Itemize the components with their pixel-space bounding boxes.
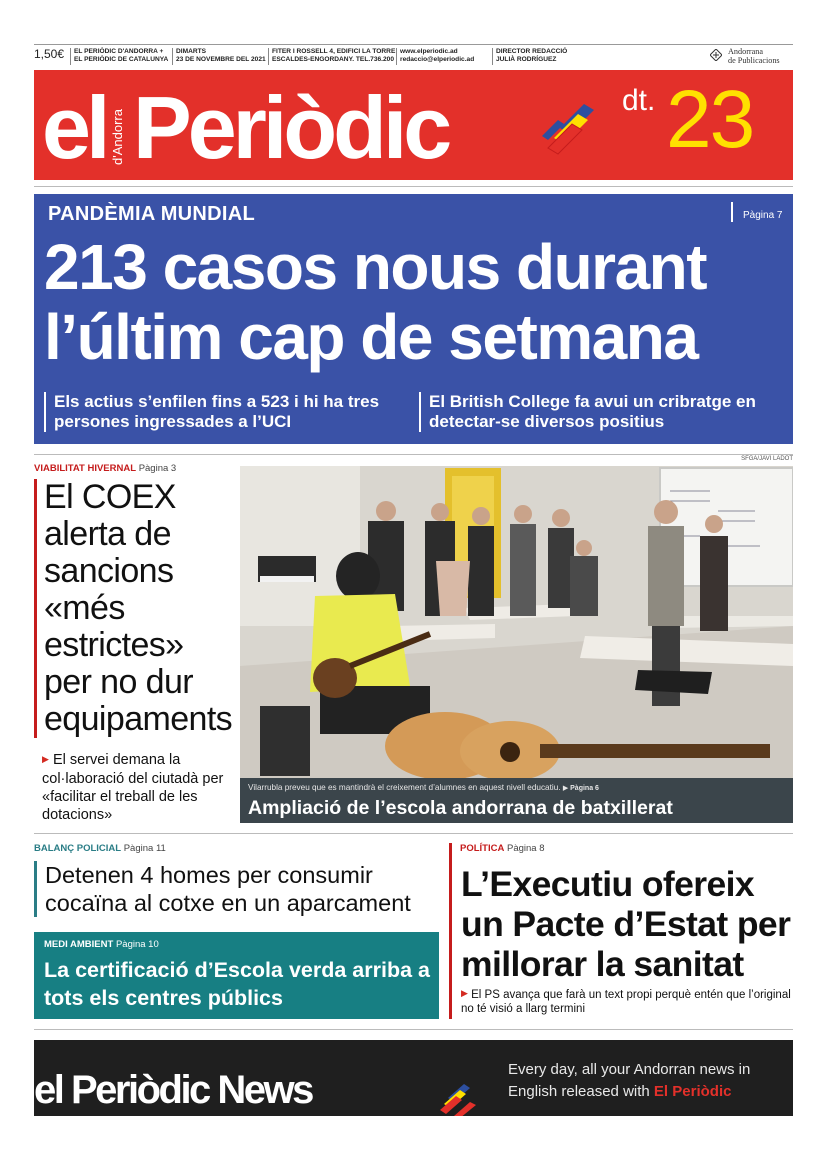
- environment-section-label: MEDI AMBIENT Pàgina 10: [44, 939, 159, 950]
- classroom-photo[interactable]: [240, 466, 793, 778]
- police-section-label: BALANÇ POLICIAL Pàgina 11: [34, 843, 166, 854]
- bullet-triangle-icon: ▶: [461, 988, 468, 998]
- andorra-flag-icon: [434, 1082, 480, 1116]
- address-info: FITER I ROSSELL 4, EDIFICI LA TORRE ESCALDES-ENGORDANY. TEL.736.200: [272, 48, 396, 63]
- police-headline[interactable]: Detenen 4 homes per consumir cocaïna al cotxe en un aparcament: [34, 861, 439, 917]
- caption-text: Vilarrubla preveu que es mantindrà el creixement d’alumnes en aquest nivell educatiu.: [248, 783, 561, 792]
- politics-headline[interactable]: L’Executiu ofereix un Pacte d’Estat per millorar la sanitat: [461, 864, 791, 984]
- price: 1,50€: [34, 47, 65, 61]
- environment-headline[interactable]: La certificació d’Escola verda arriba a tots els centres públics: [44, 958, 430, 1010]
- politics-summary: ▶ El PS avança que farà un text propi perquè entén que l’original no té visió a llarg termini: [461, 988, 791, 1015]
- director-info: DIRECTOR REDACCIÓ JULIÀ RODRÍGUEZ: [496, 48, 568, 63]
- environment-page-ref[interactable]: Pàgina 10: [115, 939, 159, 950]
- caption-title[interactable]: Ampliació de l’escola andorrana de batxillerat: [248, 797, 673, 819]
- news-tagline-brand: El Periòdic: [653, 1083, 732, 1100]
- politics-page-ref[interactable]: Pàgina 8: [506, 843, 545, 854]
- environment-story[interactable]: [34, 932, 439, 1019]
- day-number: 23: [666, 74, 754, 165]
- news-tagline: Every day, all your Andorran news in English released with El Periòdic: [508, 1061, 751, 1100]
- police-page-ref[interactable]: Pàgina 11: [123, 843, 166, 854]
- photo-credit: SFGA/JAVI LADOT: [741, 456, 793, 462]
- politics-story[interactable]: [449, 843, 793, 1019]
- police-story[interactable]: [34, 843, 439, 916]
- masthead-el: el: [42, 78, 106, 177]
- coex-section-label: VIABILITAT HIVERNAL Pàgina 3: [34, 463, 177, 474]
- publisher-logo-icon: [710, 49, 722, 61]
- lead-page-ref[interactable]: Pàgina 7: [731, 202, 782, 222]
- coex-headline[interactable]: El COEX alerta de sancions «més estrictes» per no dur equipaments: [44, 478, 233, 738]
- coex-summary: ▶ El servei demana la col·laboració del ciutadà per «facilitar el treball de les dotacions»: [42, 752, 224, 823]
- lead-kicker: PANDÈMIA MUNDIAL: [48, 203, 256, 225]
- politics-section-label: POLÍTICA Pàgina 8: [460, 843, 545, 854]
- publisher-name: Andorrana de Publicacions: [728, 47, 780, 65]
- classroom-illustration: [240, 466, 793, 778]
- news-logo: el Periòdic News: [34, 1068, 312, 1112]
- caption-page-ref[interactable]: ▶ Pàgina 6: [562, 785, 599, 792]
- coex-story[interactable]: [34, 463, 233, 823]
- masthead: [34, 70, 793, 180]
- day-abbreviation: dt.: [622, 84, 656, 117]
- andorra-flag-icon: [538, 100, 606, 166]
- lead-dek-right: El British College fa avui un cribratge en detectar-se diversos positius: [419, 392, 789, 432]
- lead-story[interactable]: [34, 194, 793, 444]
- lead-dek-left: Els actius s’enfilen fins a 523 i hi ha tres persones ingressades a l’UCI: [44, 392, 404, 432]
- info-strip: [34, 44, 793, 68]
- masthead-title: Periòdic: [133, 78, 449, 177]
- photo-caption: [240, 778, 793, 823]
- issue-date: DIMARTS 23 DE NOVEMBRE DEL 2021: [176, 48, 266, 63]
- contact-info: www.elperiodic.ad redaccio@elperiodic.ad: [400, 48, 475, 63]
- bullet-triangle-icon: ▶: [42, 754, 49, 764]
- distribution-info: EL PERIÒDIC D'ANDORRA + EL PERIÒDIC DE CATALUNYA: [74, 48, 169, 63]
- news-promo-banner[interactable]: [34, 1040, 793, 1116]
- masthead-subtitle: d'Andorra: [110, 109, 125, 165]
- coex-page-ref[interactable]: Pàgina 3: [138, 463, 177, 474]
- lead-headline[interactable]: 213 casos nous durant l’últim cap de setmana: [44, 231, 707, 373]
